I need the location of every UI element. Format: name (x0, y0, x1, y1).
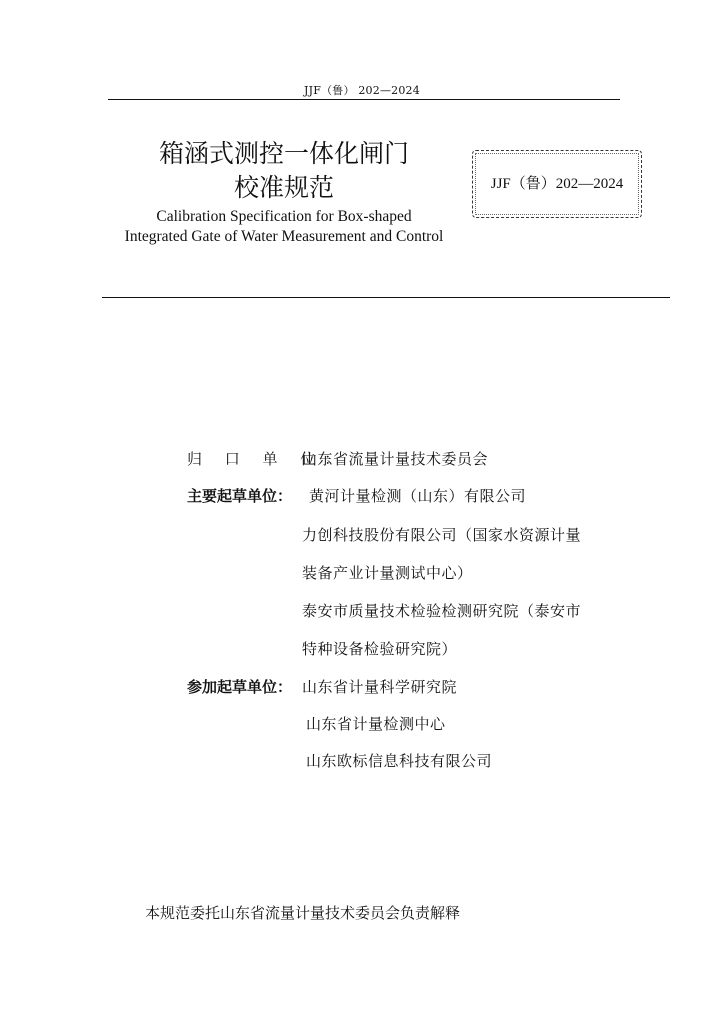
participating-unit-1: 山东省计量科学研究院 (302, 678, 458, 696)
participating-unit-2: 山东省计量检测中心 (306, 715, 446, 733)
responsible-unit-label: 归 口 单 位： (187, 450, 349, 468)
participating-drafting-label: 参加起草单位： (187, 678, 293, 696)
main-drafting-unit-3b: 特种设备检验研究院） (302, 640, 458, 658)
main-drafting-unit-2b: 装备产业计量测试中心） (302, 564, 473, 582)
main-drafting-unit-2a: 力创科技股份有限公司（国家水资源计量 (302, 526, 582, 544)
responsible-unit-value: 山东省流量计量技术委员会 (302, 450, 489, 468)
main-drafting-unit-1: 黄河计量检测（山东）有限公司 (309, 487, 527, 505)
title-en-line2: Integrated Gate of Water Measurement and Control (124, 228, 444, 245)
main-rule (102, 297, 670, 298)
footer-note: 本规范委托山东省流量计量技术委员会负责解释 (145, 904, 461, 922)
main-drafting-label: 主要起草单位： (187, 487, 293, 505)
title-cn-line1: 箱涵式测控一体化闸门 (158, 139, 409, 168)
title-en-line1: Calibration Specification for Box-shaped (156, 208, 412, 225)
participating-unit-3: 山东欧标信息科技有限公司 (306, 752, 493, 770)
header-code: JJF（鲁） 202—2024 (304, 84, 420, 97)
title-cn-line2: 校准规范 (233, 173, 334, 202)
main-drafting-unit-3a: 泰安市质量技术检验检测研究院（泰安市 (302, 602, 582, 620)
header-rule (108, 99, 620, 100)
code-box-text: JJF（鲁）202—2024 (490, 176, 624, 192)
